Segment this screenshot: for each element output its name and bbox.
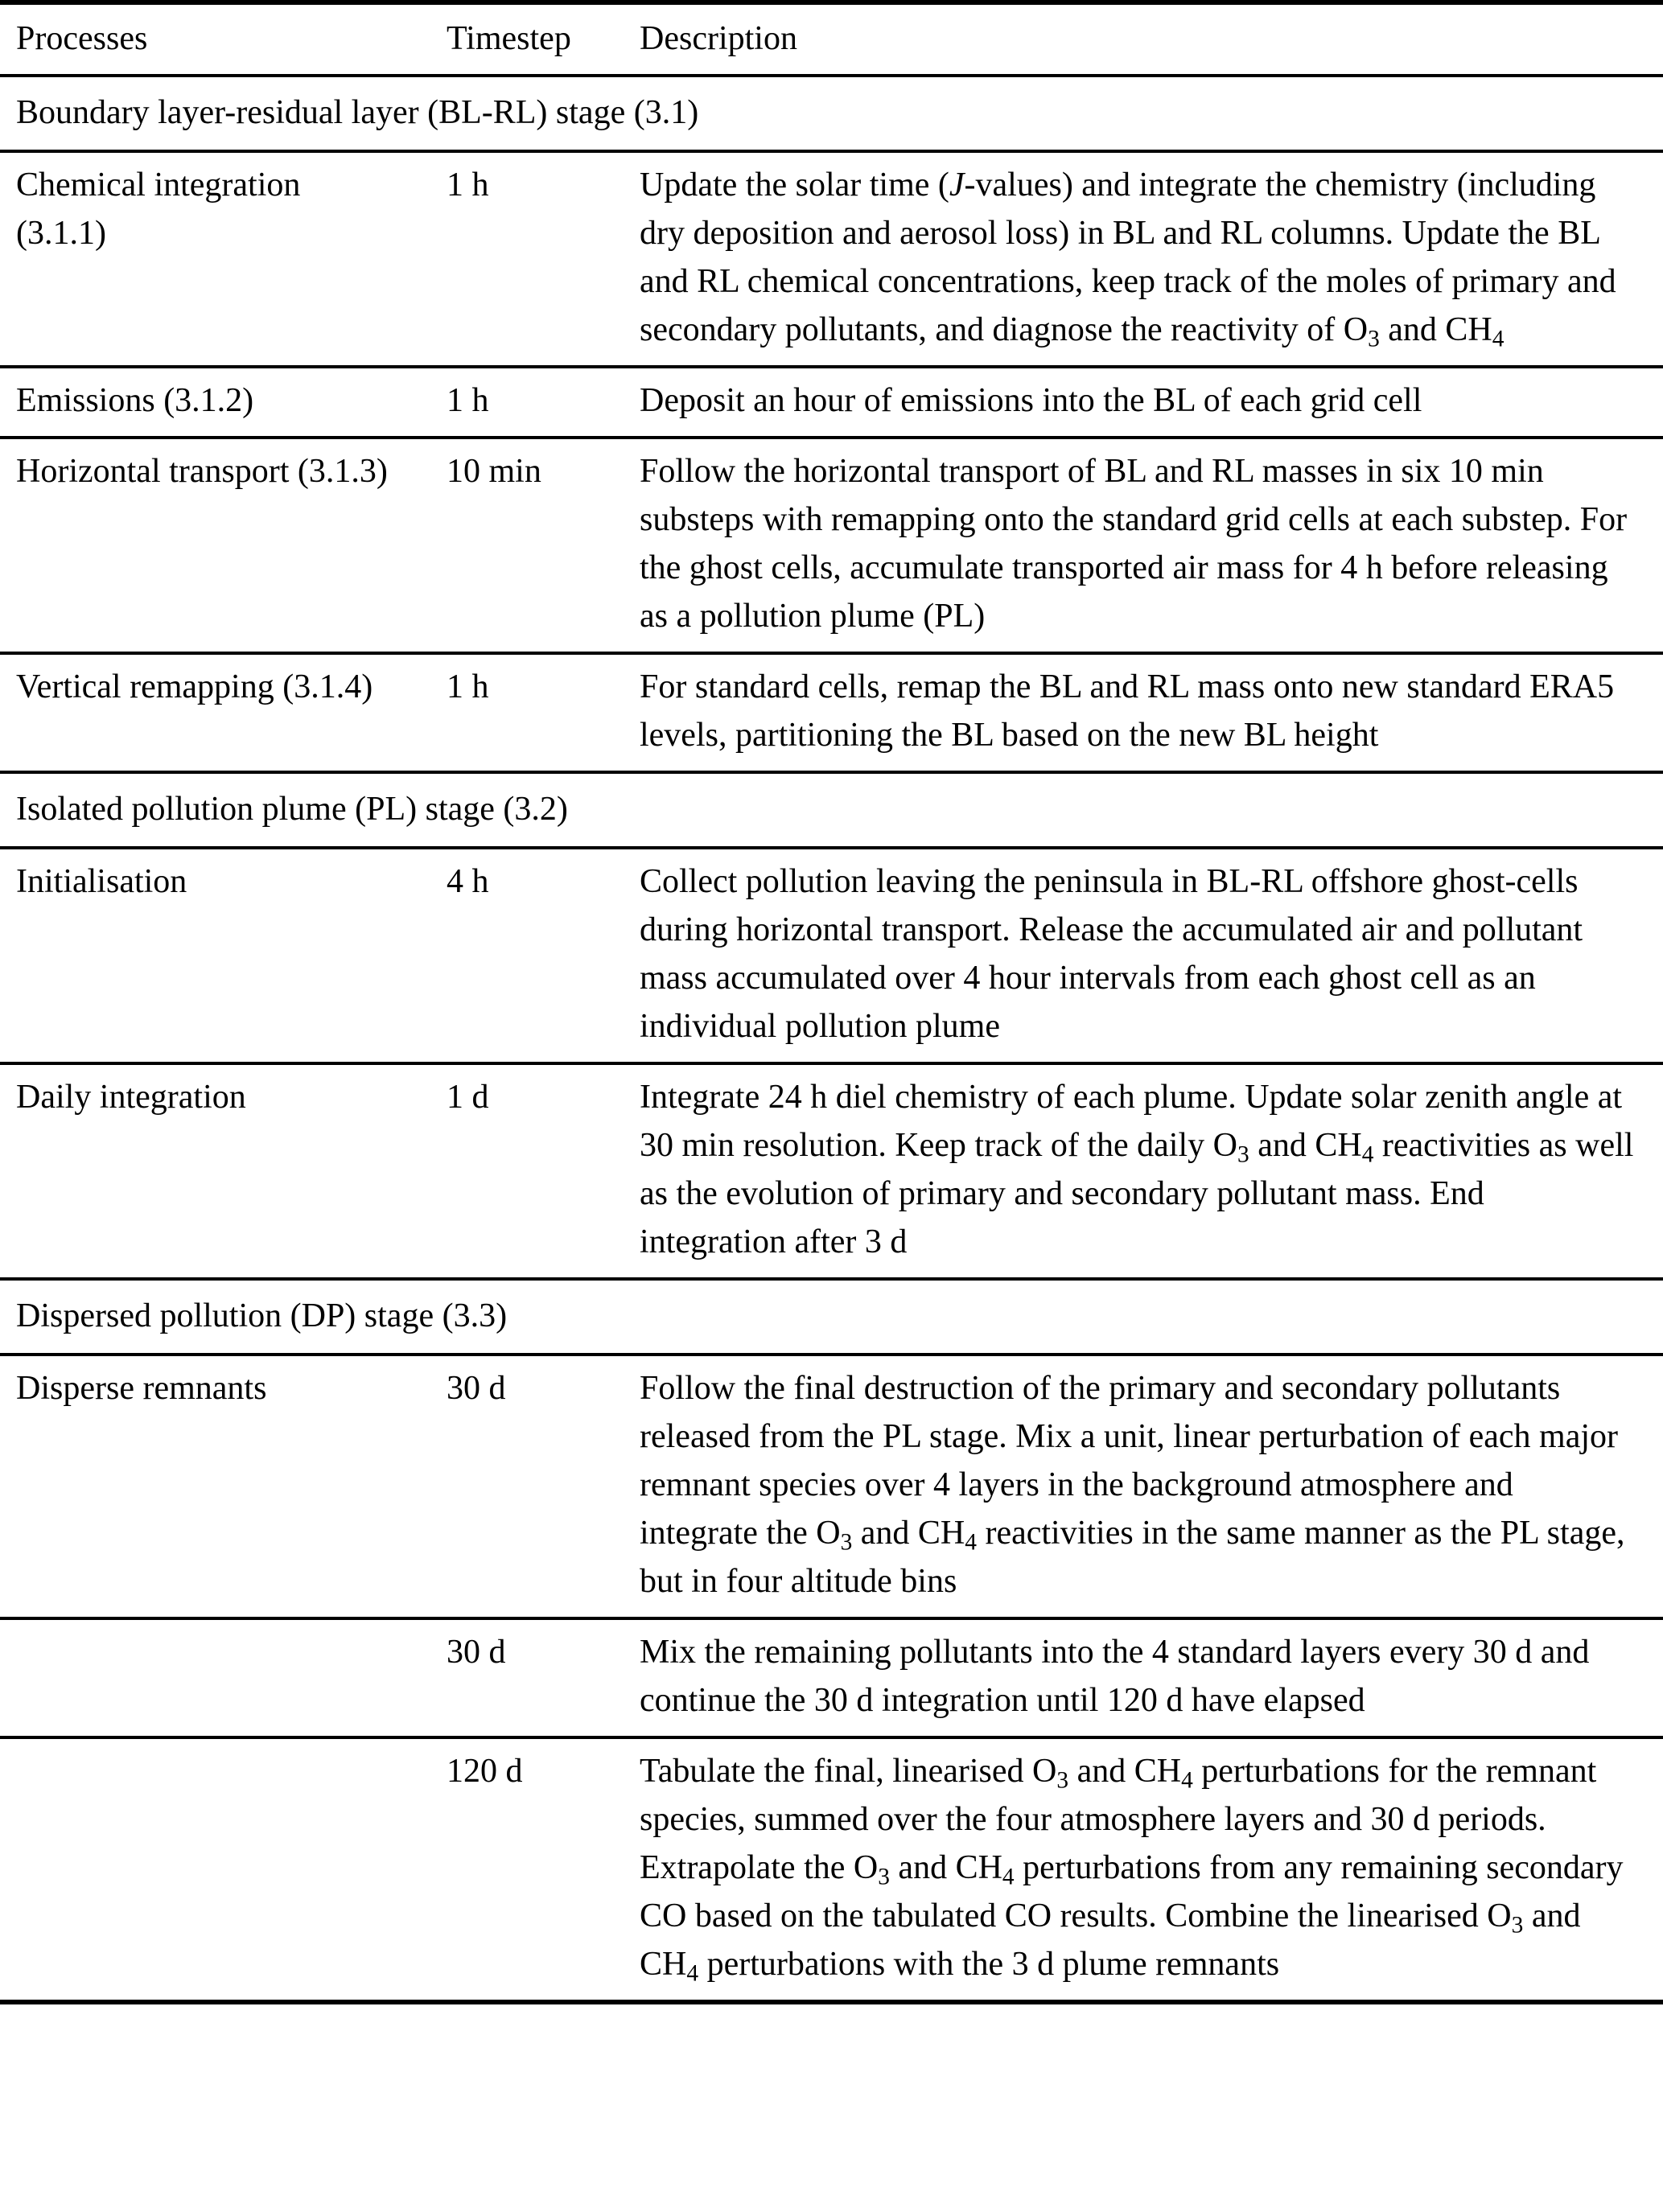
description-cell: For standard cells, remap the BL and RL mass onto new standard ERA5 levels, partitioning the BL based on the new BL height (640, 668, 1615, 754)
process-cell (0, 1618, 447, 1737)
table-row (0, 1355, 1663, 1618)
section-header: Boundary layer-residual layer (BL-RL) stage (3.1) (16, 94, 699, 131)
timestep-cell: 30 d (447, 1634, 506, 1671)
column-header-description: Description (640, 20, 797, 57)
section-header: Dispersed pollution (DP) stage (3.3) (16, 1297, 508, 1334)
process-cell: Emissions (3.1.2) (16, 382, 254, 419)
timestep-cell: 1 h (447, 167, 489, 204)
timestep-cell: 1 h (447, 668, 489, 705)
description-cell: Deposit an hour of emissions into the BL of each grid cell (640, 382, 1422, 419)
section-bl-rl-stage (0, 76, 1663, 772)
table-row (0, 151, 1663, 367)
section-header-row (0, 76, 1663, 151)
timestep-cell: 1 d (447, 1079, 489, 1116)
column-header-processes: Processes (16, 20, 148, 57)
table-row (0, 1063, 1663, 1279)
process-cell (0, 1737, 447, 2002)
header-row (0, 2, 1663, 76)
timestep-cell: 4 h (447, 863, 489, 900)
section-pl-stage (0, 772, 1663, 1279)
column-header-timestep: Timestep (447, 20, 571, 57)
description-cell: Mix the remaining pollutants into the 4 standard layers every 30 d and continue the 30 d integration until 120 d have elapsed (640, 1634, 1590, 1719)
process-cell: Vertical remapping (3.1.4) (16, 668, 373, 705)
table-row (0, 367, 1663, 438)
table-row (0, 848, 1663, 1063)
process-cell: Daily integration (16, 1079, 246, 1116)
process-cell: Disperse remnants (16, 1370, 267, 1407)
table-row (0, 1618, 1663, 1737)
timestep-cell: 120 d (447, 1753, 523, 1790)
table-row (0, 1737, 1663, 2002)
table-row (0, 438, 1663, 653)
section-header-row (0, 1279, 1663, 1355)
timestep-cell: 1 h (447, 382, 489, 419)
section-dp-stage (0, 1279, 1663, 2002)
description-cell: Follow the final destruction of the primary and secondary pollutants released from the PL stage. Mix a unit, linear perturbation of each major remnant species over 4 layers in the background atmosphere and integrate the $O_3$ and $CH_4$ reactivities in the same manner as the PL stage, but in four altitude bins (640, 1370, 1625, 1600)
description-cell: Collect pollution leaving the peninsula in BL-RL offshore ghost-cells during horizontal transport. Release the accumulated air and pollutant mass accumulated over 4 hour intervals from each ghost cell as an individual pollution plume (640, 863, 1583, 1045)
description-cell: Update the solar time (J-values) and integrate the chemistry (including dry deposition and aerosol loss) in BL and RL columns. Update the BL and RL chemical concentrations, keep track of the moles of primary and secondary pollutants, and diagnose the reactivity of $O_3$ and $CH_4$ (640, 167, 1616, 352)
description-cell: Follow the horizontal transport of BL and RL masses in six 10 min substeps with remapping onto the standard grid cells at each substep. For the ghost cells, accumulate transported air mass for 4 h before releasing as a pollution plume (PL) (640, 453, 1628, 635)
process-cell: Horizontal transport (3.1.3) (16, 453, 388, 490)
timestep-cell: 30 d (447, 1370, 506, 1407)
section-header-row (0, 772, 1663, 848)
table-header (0, 2, 1663, 76)
description-cell: Integrate 24 h diel chemistry of each plume. Update solar zenith angle at 30 min resolution. Keep track of the daily $O_3$ and $CH_4$ reactivities as well as the evolution of primary and secondary pollutant mass. End integration after 3 d (640, 1079, 1634, 1260)
table-row (0, 653, 1663, 772)
process-cell: Chemical integration (3.1.1) (16, 167, 301, 252)
description-cell: Tabulate the final, linearised $O_3$ and $CH_4$ perturbations for the remnant species, summed over the four atmosphere layers and 30 d periods. Extrapolate the $O_3$ and $CH_4$ perturbations from any remaining secondary CO based on the tabulated CO results. Combine the linearised $O_3$ and $CH_4$ perturbations with the 3 d plume remnants (640, 1753, 1624, 1987)
process-cell: Initialisation (16, 863, 187, 900)
section-header: Isolated pollution plume (PL) stage (3.2) (16, 791, 568, 828)
timestep-cell: 10 min (447, 453, 541, 490)
